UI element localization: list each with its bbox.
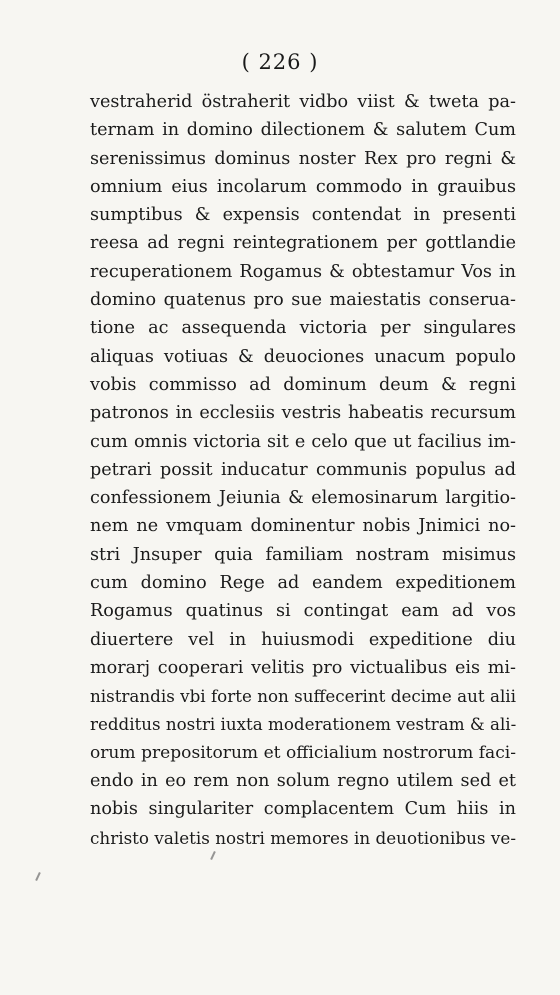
text-line: cum domino Rege ad eandem expeditionem xyxy=(90,573,516,594)
text-line: christo valetis nostri memores in deuotionibus ve- xyxy=(90,827,516,848)
text-line: aliquas votiuas & deuociones unacum populo xyxy=(90,346,516,367)
text-line: patronos in ecclesiis vestris habeatis recursum xyxy=(90,403,516,424)
text-line: endo in eo rem non solum regno utilem sed et xyxy=(90,771,516,792)
text-line: ternam in domino dilectionem & salutem Cum xyxy=(90,120,516,141)
text-line: domino quatenus pro sue maiestatis conserua- xyxy=(90,290,516,311)
text-line: Rogamus quatinus si contingat eam ad vos xyxy=(90,601,516,622)
text-line: orum prepositorum et officialium nostrorum faci- xyxy=(90,742,516,763)
text-line: cum omnis victoria sit e celo que ut facilius im- xyxy=(90,431,516,452)
text-line: serenissimus dominus noster Rex pro regni & xyxy=(90,148,516,169)
page-number: ( 226 ) xyxy=(241,50,319,74)
text-line: morarj cooperari velitis pro victualibus eis mi- xyxy=(90,657,516,678)
text-line: sumptibus & expensis contendat in presenti xyxy=(90,205,516,226)
text-line: recuperationem Rogamus & obtestamur Vos in xyxy=(90,261,516,282)
text-line: vobis commisso ad dominum deum & regni xyxy=(90,374,516,395)
text-line: reesa ad regni reintegrationem per gottlandie xyxy=(90,233,516,254)
ink-speck xyxy=(210,851,216,860)
text-line: petrari possit inducatur communis populus ad xyxy=(90,459,516,480)
text-line: diuertere vel in huiusmodi expeditione diu xyxy=(90,629,516,650)
body-text xyxy=(90,88,516,852)
text-line: nobis singulariter complacentem Cum hiis in xyxy=(90,799,516,820)
text-line: vestraherid östraherit vidbo viist & tweta pa- xyxy=(90,92,516,112)
text-line: nem ne vmquam dominentur nobis Jnimici no- xyxy=(90,516,516,537)
text-line: confessionem Jeiunia & elemosinarum largitio- xyxy=(90,488,516,509)
text-line: omnium eius incolarum commodo in grauibus xyxy=(90,176,516,197)
text-line: redditus nostri iuxta moderationem vestram & ali- xyxy=(90,714,517,734)
ink-speck xyxy=(35,872,41,881)
text-line: tione ac assequenda victoria per singulares xyxy=(90,318,516,339)
text-line: nistrandis vbi forte non suffecerint decime aut alii xyxy=(90,686,516,707)
text-line: stri Jnsuper quia familiam nostram misimus xyxy=(90,544,516,565)
